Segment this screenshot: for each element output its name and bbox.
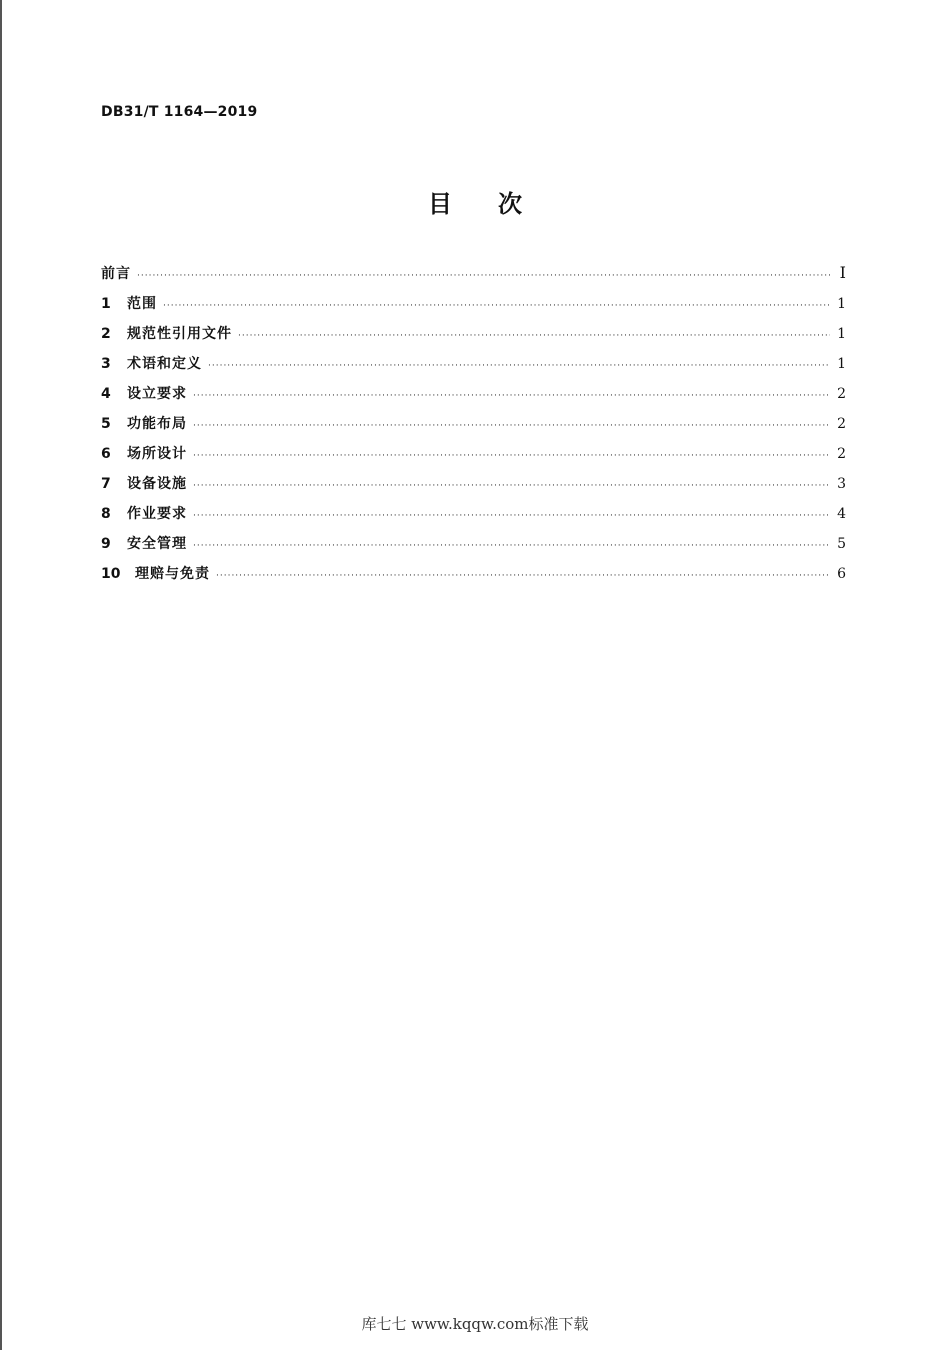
toc-entry-label: 术语和定义 [127,356,202,372]
toc-entry-page: 1 [837,356,846,372]
toc-entry-3[interactable] [101,353,846,383]
toc-entry-number: 4 [101,386,111,402]
toc-entry-label: 场所设计 [127,446,187,462]
toc-entry-label: 前言 [101,266,131,282]
toc-entry-page: I [839,263,846,282]
toc-entry-page: 5 [837,536,846,552]
toc-dot-leader [193,451,830,461]
toc-entry-7[interactable] [101,473,846,503]
toc-entry-number: 8 [101,506,111,522]
toc-dot-leader [193,421,830,431]
toc-entry-page: 3 [837,476,846,492]
toc-entry-page: 2 [837,416,846,432]
toc-entry-page: 2 [837,386,846,402]
toc-entry-page: 2 [837,446,846,462]
toc-entry-label: 设备设施 [127,476,187,492]
toc-dot-leader [193,511,830,521]
toc-entry-label: 理赔与免责 [135,566,210,582]
toc-entry-6[interactable] [101,443,846,473]
toc-title: 目次 [428,190,568,218]
toc-entry-page: 4 [837,506,846,522]
toc-entry-1[interactable] [101,293,846,323]
toc-entry-number: 2 [101,326,111,342]
toc-entry-9[interactable] [101,533,846,563]
toc-dot-leader [193,391,830,401]
toc-entry-number: 5 [101,416,111,432]
toc-entry-number: 1 [101,296,111,312]
toc-entry-number: 10 [101,566,121,582]
toc-entry-page: 6 [837,566,846,582]
toc-dot-leader [193,541,830,551]
toc-dot-leader [208,361,830,371]
toc-dot-leader [216,571,830,581]
toc-entry-number: 9 [101,536,111,552]
toc-entry-8[interactable] [101,503,846,533]
toc-entry-number: 6 [101,446,111,462]
toc-dot-leader [163,301,830,311]
toc-entry-number: 3 [101,356,111,372]
toc-entry-label: 作业要求 [127,506,187,522]
toc-entry-page: 1 [837,296,846,312]
toc-entry-label: 范围 [127,296,157,312]
toc-dot-leader [238,331,830,341]
toc-entry-number: 7 [101,476,111,492]
toc-entry-label: 功能布局 [127,416,187,432]
toc-dot-leader [137,271,830,281]
toc-entry-label: 规范性引用文件 [127,326,232,342]
toc-entry-2[interactable] [101,323,846,353]
toc-entry-page: 1 [837,326,846,342]
toc-dot-leader [193,481,830,491]
toc-entry-10[interactable] [101,563,846,593]
toc-entry-label: 安全管理 [127,536,187,552]
document-code: DB31/T 1164—2019 [101,104,258,120]
table-of-contents [101,263,846,593]
toc-entry-4[interactable] [101,383,846,413]
toc-entry-5[interactable] [101,413,846,443]
download-watermark: 库七七 www.kqqw.com标准下载 [361,1315,589,1333]
toc-entry-label: 设立要求 [127,386,187,402]
toc-entry-foreword[interactable] [101,263,846,293]
